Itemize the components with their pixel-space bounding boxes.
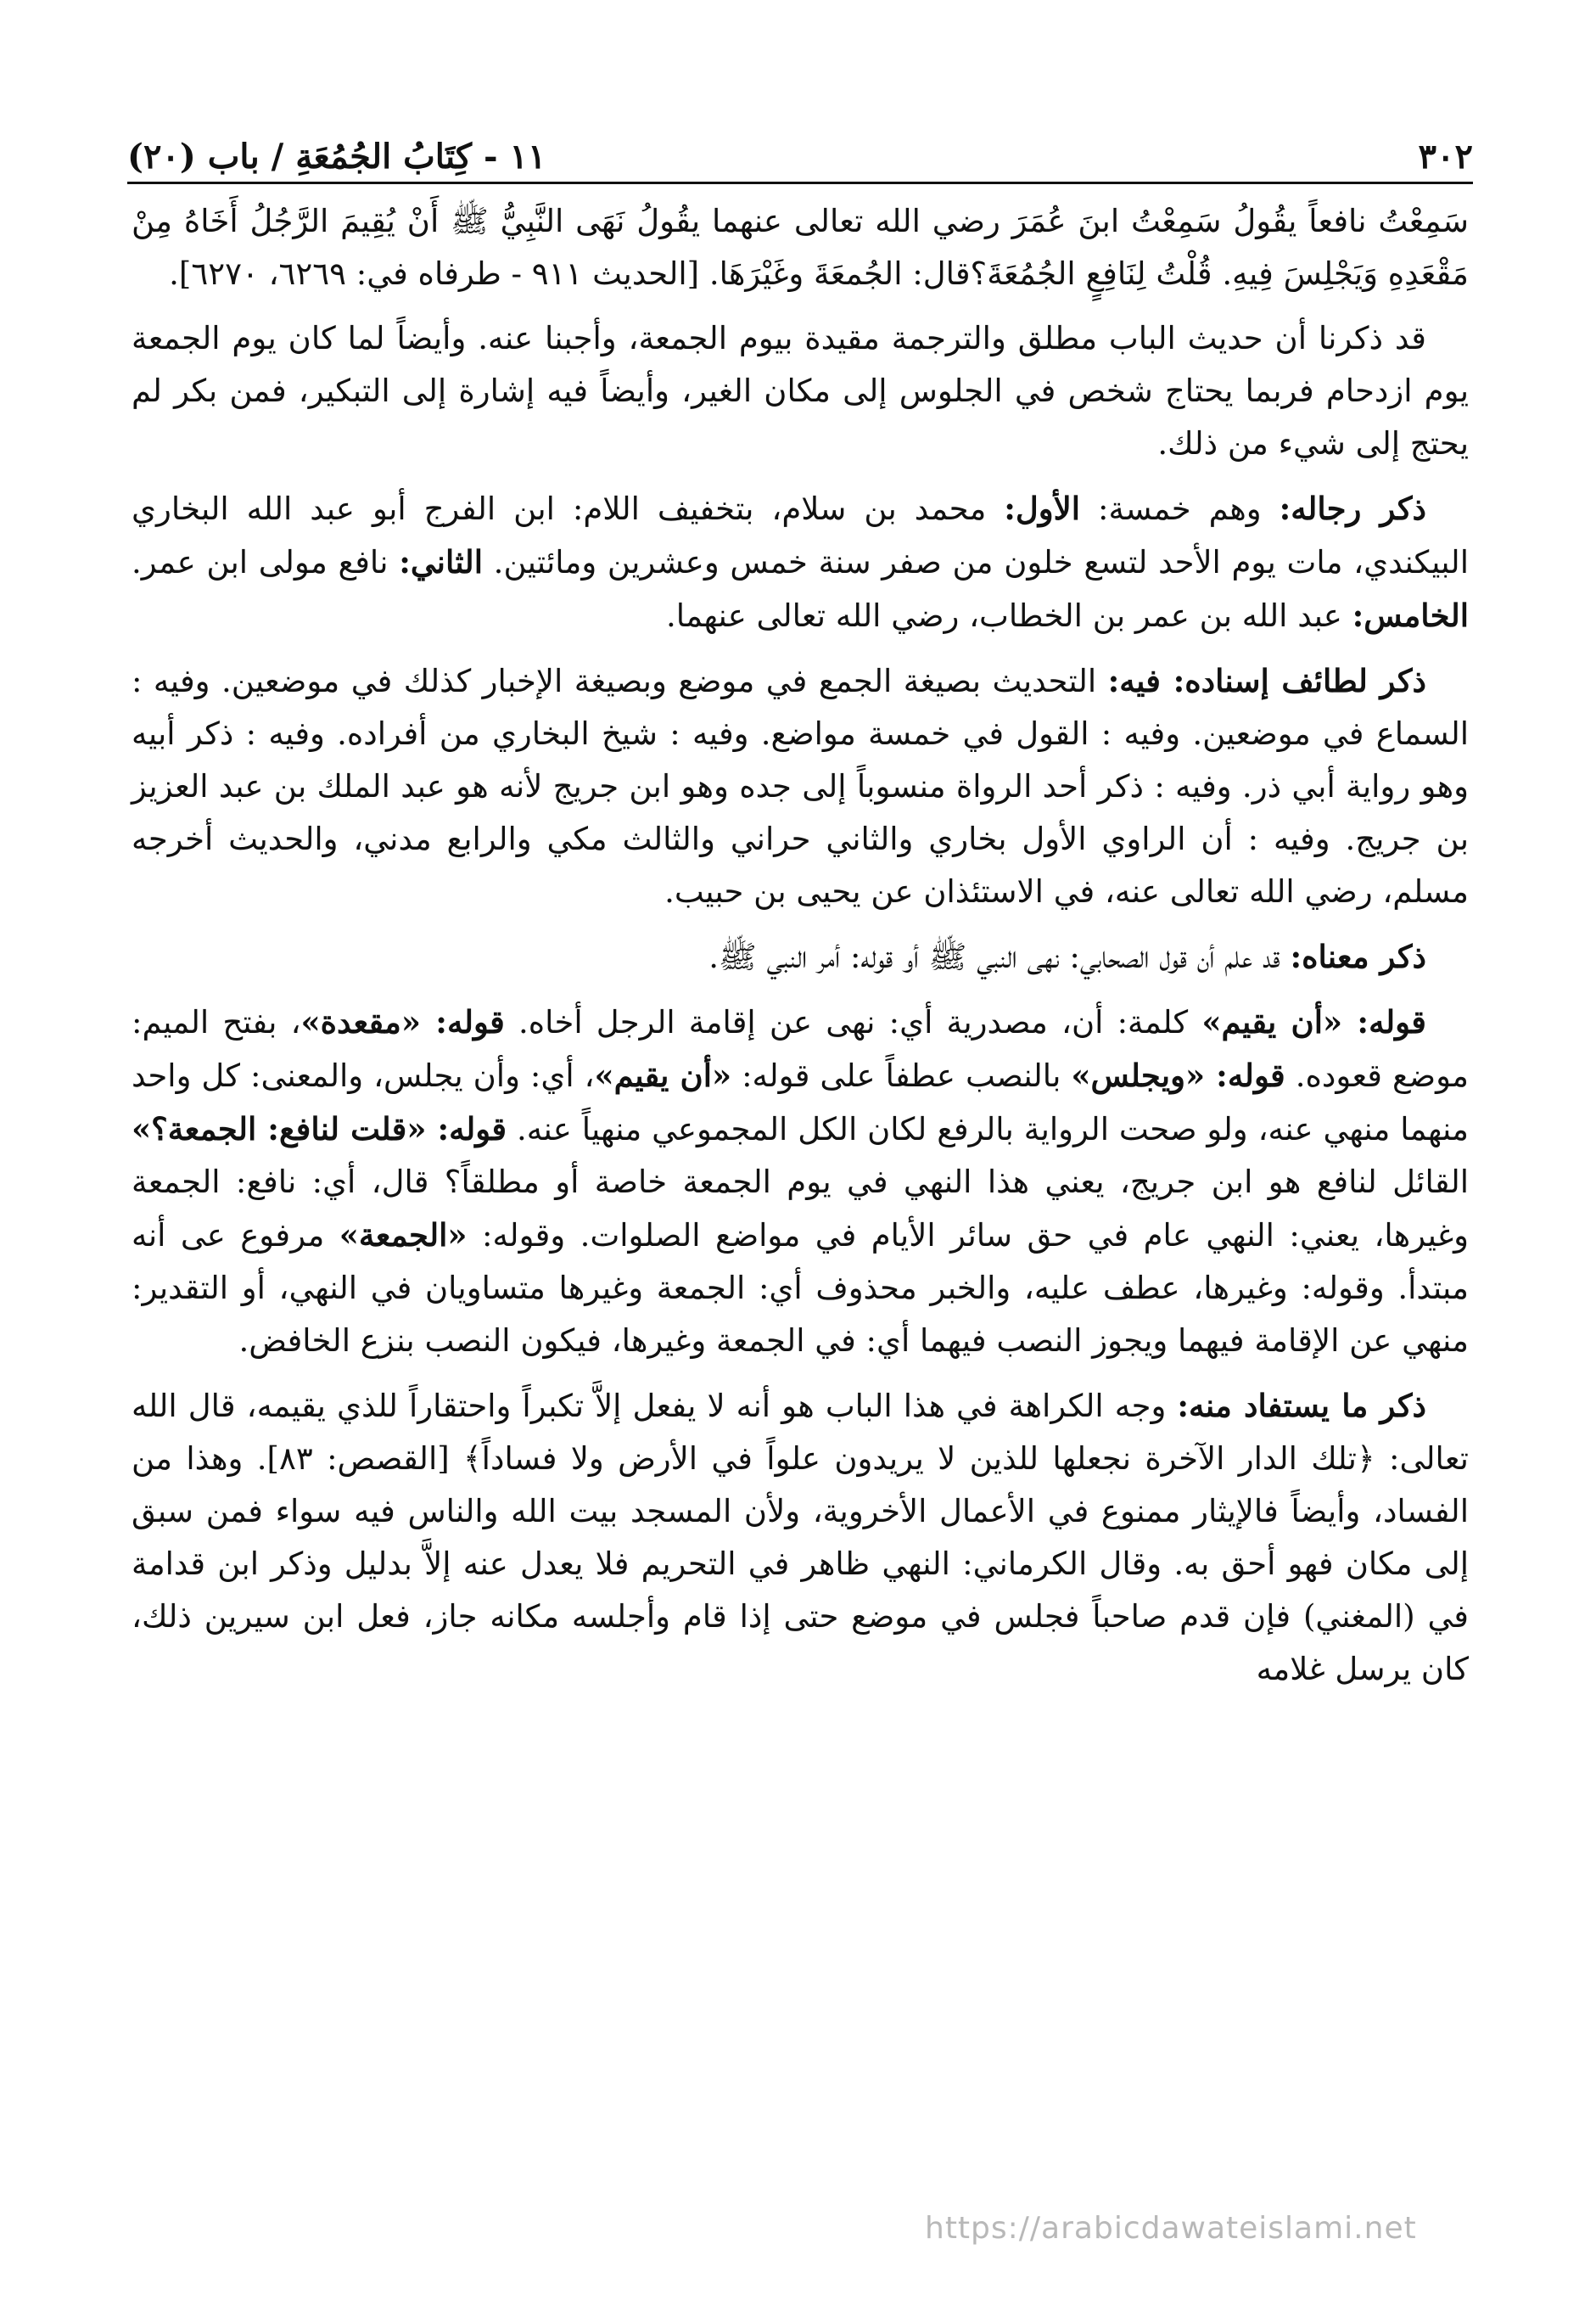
isnad-subtleties-paragraph xyxy=(132,654,1469,918)
benefits-paragraph xyxy=(132,1379,1469,1696)
paragraph-text: مرفوع عى أنه مبتدأ. وقوله: وغيرها، عطف عليه، والخبر محذوف أي: الجمعة وغيرها متساويان في النهي، أو التقدير: منهي عن الإقامة فيهما ويجوز النصب فيهما أي: في الجمعة وغيرها، فيكون النصب بنزع الخافض. xyxy=(132,1217,1469,1359)
paragraph-text: القائل لنافع هو ابن جريج، يعني هذا النهي في يوم الجمعة خاصة أو مطلقاً؟ قال، أي: نافع: الجمعة وغيرها، يعني: النهي عام في حق سائر الأيام في مواضع الصلوات. وقوله: xyxy=(132,1164,1469,1254)
ordinal-label: الثاني: xyxy=(399,543,483,581)
section-heading: ذكر ما يستفاد منه: xyxy=(1177,1387,1426,1424)
paragraph-text: عبد الله بن عمر بن الخطاب، رضي الله تعالى عنهما. xyxy=(666,598,1352,634)
hadith-text xyxy=(132,195,1469,300)
paragraph-text: محمد بن سلام، بتخفيف اللام: ابن الفرج أبو عبد الله البخاري البيكندي، مات يوم الأحد لتسع خلون من صفر سنة خمس وعشرين ومائتين. xyxy=(132,491,1469,581)
quoted-phrase: «ويجلس» xyxy=(1071,1057,1217,1094)
meaning-paragraph xyxy=(132,930,1469,984)
section-heading: ذكر رجاله: xyxy=(1279,490,1426,527)
quoted-phrase: «قلت لنافع: الجمعة؟» xyxy=(132,1110,438,1147)
page-body xyxy=(132,195,1469,1708)
section-heading: ذكر لطائف إسناده: xyxy=(1173,662,1427,699)
qawluh-label: قوله: xyxy=(437,1110,507,1147)
qawluh-label: قوله: xyxy=(435,1003,505,1041)
qawluh-label: قوله: xyxy=(1216,1057,1285,1094)
paragraph-text: ، أي: وأن يجلس، والمعنى: كل واحد منهما منهي عنه، ولو صحت الرواية بالرفع لكان الكل المجموعي منهياً عنه. xyxy=(132,1058,1469,1147)
section-heading: ذكر معناه: xyxy=(1290,938,1426,975)
header-rule xyxy=(127,182,1473,184)
paragraph-text: ، بفتح الميم: موضع قعوده. xyxy=(132,1004,1469,1094)
quoted-phrase: «أن يقيم» xyxy=(1201,1003,1358,1041)
quoted-phrase: «الجمعة» xyxy=(339,1216,468,1254)
ordinal-label: فيه: xyxy=(1107,662,1173,699)
commentary-paragraph xyxy=(132,312,1469,470)
watermark-url: https://arabicdawateislami.net xyxy=(925,2211,1417,2246)
quoted-phrase: «أن يقيم» xyxy=(594,1057,732,1094)
narrators-paragraph xyxy=(132,482,1469,642)
ordinal-label: الأول: xyxy=(1004,490,1081,527)
paragraph-text: نافع مولى ابن عمر. xyxy=(132,544,400,581)
commentary-text: قد ذكرنا أن حديث الباب مطلق والترجمة مقيدة بيوم الجمعة، وأجبنا عنه. وأيضاً لما كان يوم الجمعة يوم ازدحام فربما يحتاج شخص في الجلوس إلى مكان الغير، وأيضاً فيه إشارة إلى التبكير، فمن بكر لم يحتج إلى شيء من ذلك. xyxy=(132,320,1469,462)
page-number: ٣٠٢ xyxy=(1418,137,1473,177)
explanation-paragraph xyxy=(132,996,1469,1367)
quoted-phrase: «مقعدة» xyxy=(300,1003,436,1041)
ordinal-label: الخامس: xyxy=(1352,597,1469,634)
paragraph-text: قد علم أن قول الصحابي: نهى النبي ﷺ أو قوله: أمر النبي ﷺ. xyxy=(708,939,1291,975)
paragraph-text: وهم خمسة: xyxy=(1080,491,1280,527)
page-header xyxy=(127,109,1473,177)
chapter-title: ١١ - كِتَابُ الجُمُعَةِ / باب (٢٠) xyxy=(127,137,546,177)
paragraph-text: كلمة: أن، مصدرية أي: نهى عن إقامة الرجل أخاه. xyxy=(504,1004,1202,1041)
paragraph-text: التحديث بصيغة الجمع في موضع وبصيغة الإخبار كذلك في موضعين. وفيه : السماع في موضعين. وفيه : القول في خمسة مواضع. وفيه : شيخ البخاري من أفراده. وفيه : ذكر أبيه وهو رواية أبي ذر. وفيه : ذكر أحد الرواة منسوباً إلى جده وهو ابن جريج لأنه هو عبد الملك بن عبد العزيز بن جريج. وفيه : أن الراوي الأول بخاري والثاني حراني والثالث مكي والرابع مدني، والحديث أخرجه مسلم، رضي الله تعالى عنه، في الاستئذان عن يحيى بن حبيب. xyxy=(132,663,1469,910)
hadith-paragraph: سَمِعْتُ نافعاً يقُولُ سَمِعْتُ ابنَ عُمَرَ رضي الله تعالى عنهما يقُولُ نَهَى النَّبِيُّ ﷺ أَنْ يُقِيمَ الرَّجُلُ أَخَاهُ مِنْ مَقْعَدِهِ وَيَجْلِسَ فِيهِ. قُلْتُ لِنَافِعٍ الجُمُعَةَ؟قال: الجُمعَةَ وغَيْرَهَا. [الحديث ٩١١ - طرفاه في: ٦٢٦٩، ٦٢٧٠]. xyxy=(132,203,1469,292)
qawluh-label: قوله: xyxy=(1357,1003,1426,1041)
paragraph-text: وجه الكراهة في هذا الباب هو أنه لا يفعل إلاَّ تكبراً واحتقاراً للذي يقيمه، قال الله تعالى: ﴿تلك الدار الآخرة نجعلها للذين لا يريدون علواً في الأرض ولا فساداً﴾ [القصص: ٨٣]. وهذا من الفساد، وأيضاً فالإيثار ممنوع في الأعمال الأخروية، ولأن المسجد بيت الله والناس فيه سواء فمن سبق إلى مكان فهو أحق به. وقال الكرماني: النهي ظاهر في التحريم فلا يعدل عنه إلاَّ بدليل وذكر ابن قدامة في (المغني) فإن قدم صاحباً فجلس في موضع حتى إذا قام وأجلسه مكانه جاز، فعل ابن سيرين ذلك، كان يرسل غلامه xyxy=(132,1388,1469,1687)
paragraph-text: بالنصب عطفاً على قوله: xyxy=(731,1058,1072,1094)
